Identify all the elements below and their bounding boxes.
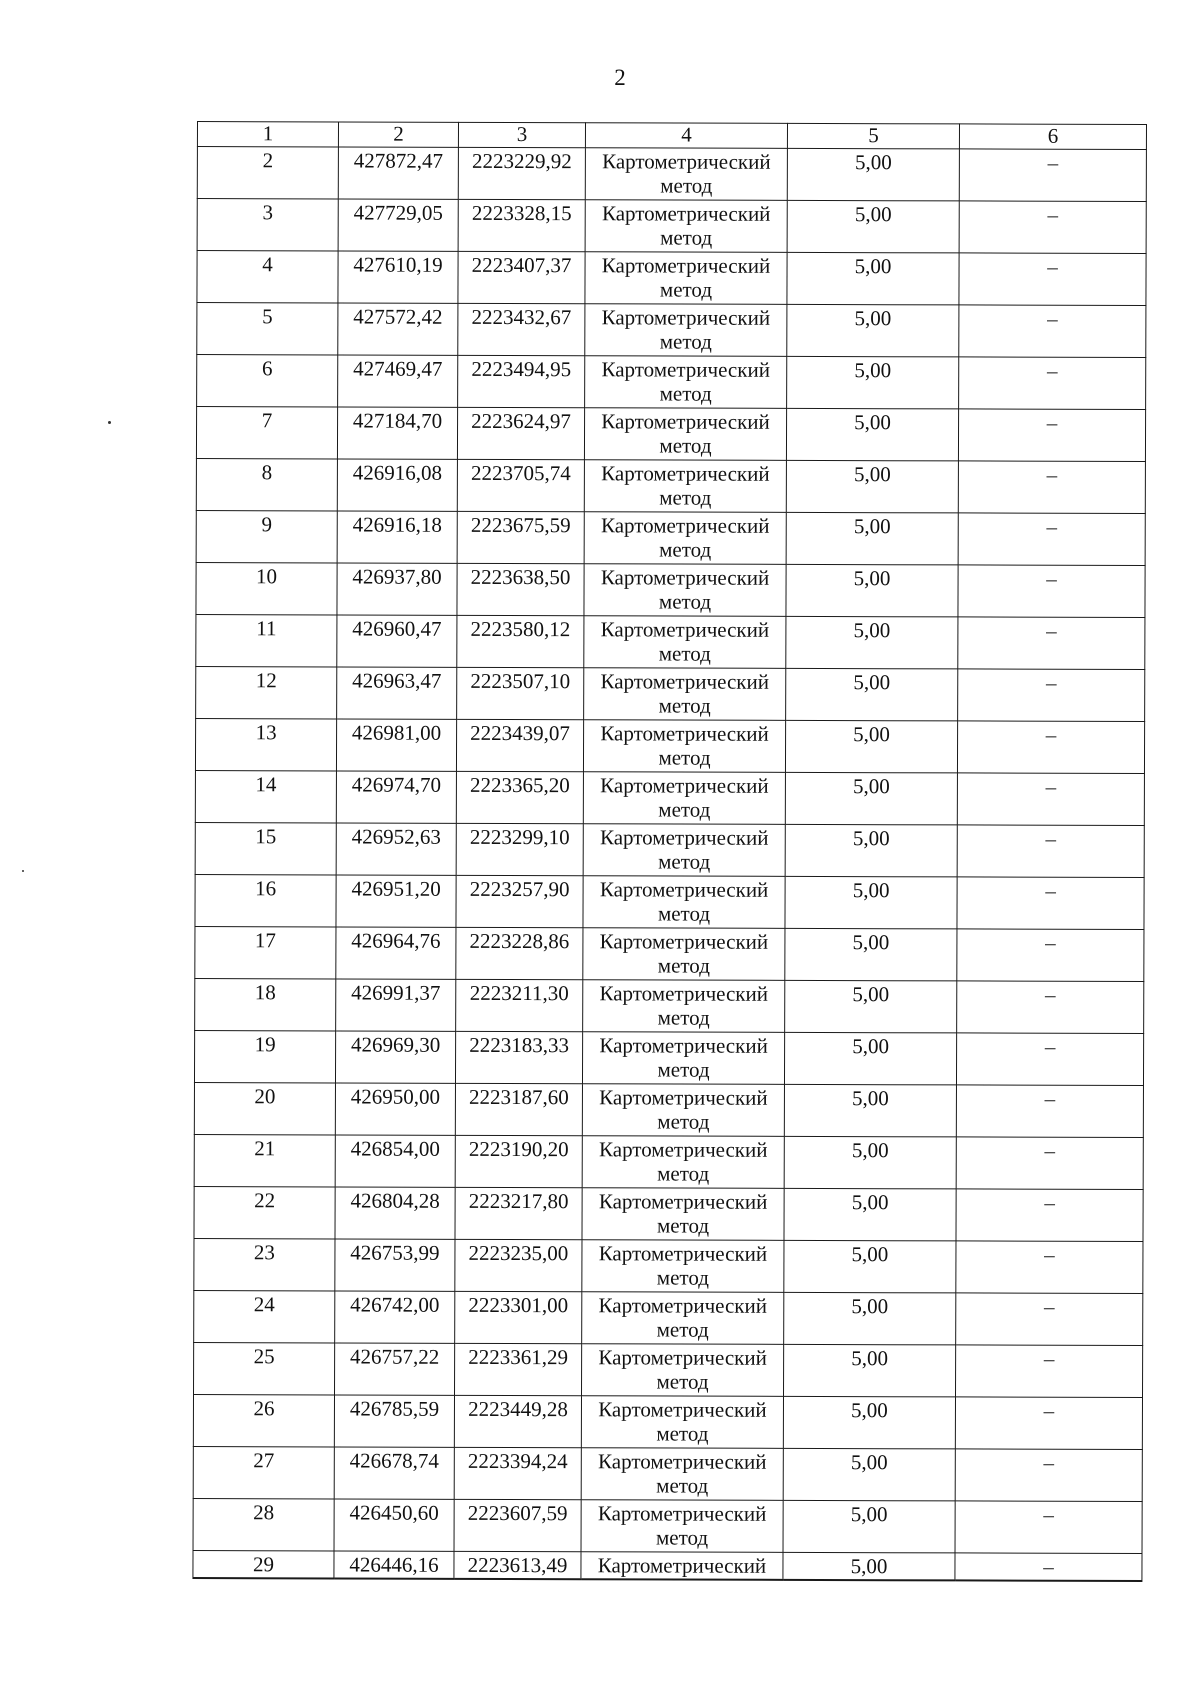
- x-coordinate-cell: 426785,59: [334, 1395, 454, 1447]
- method-text-line-2: метод: [655, 1525, 709, 1550]
- method-text-line-1: Картометрический: [598, 1241, 768, 1266]
- method-text-line-1: Картометрический: [597, 1553, 767, 1578]
- method-cell: [581, 1500, 783, 1553]
- note-cell: –: [959, 149, 1146, 202]
- y-coordinate-cell: 2223432,67: [458, 303, 585, 355]
- table-row: [194, 1031, 1143, 1086]
- method-text-line-1: Картометрический: [599, 1033, 768, 1058]
- y-coordinate-cell: 2223613,49: [454, 1551, 581, 1579]
- method-text-line-1: Картометрический: [600, 773, 769, 798]
- x-coordinate-cell: 427872,47: [338, 147, 458, 199]
- accuracy-cell: 5,00: [785, 928, 957, 981]
- method-text-line-1: Картометрический: [598, 1345, 767, 1370]
- note-cell: –: [956, 1085, 1143, 1138]
- y-coordinate-cell: 2223580,12: [457, 615, 584, 667]
- accuracy-cell: 5,00: [784, 1344, 956, 1397]
- table-row: [195, 719, 1144, 774]
- x-coordinate-cell: 427572,42: [338, 303, 458, 355]
- note-cell: –: [959, 357, 1146, 410]
- note-cell: –: [957, 981, 1144, 1034]
- x-coordinate-cell: 426916,18: [337, 511, 457, 563]
- y-coordinate-cell: 2223235,00: [455, 1239, 582, 1291]
- method-text-line-1: Картометрический: [599, 1085, 768, 1110]
- y-coordinate-cell: 2223257,90: [456, 875, 583, 927]
- header-cell-3: 3: [458, 122, 585, 147]
- method-text-line-1: Картометрический: [599, 981, 769, 1006]
- coordinates-table-wrapper: [192, 121, 1146, 1582]
- x-coordinate-cell: 426742,00: [335, 1291, 455, 1343]
- note-cell: –: [957, 929, 1144, 982]
- y-coordinate-cell: 2223228,86: [456, 927, 583, 979]
- x-coordinate-cell: 426964,76: [336, 927, 456, 979]
- method-text-line-1: Картометрический: [600, 617, 770, 642]
- y-coordinate-cell: 2223449,28: [454, 1395, 581, 1447]
- method-cell: [583, 928, 785, 981]
- method-text-line-1: Картометрический: [599, 877, 769, 902]
- note-cell: –: [955, 1397, 1142, 1450]
- method-cell: [583, 980, 785, 1033]
- header-cell-2: 2: [338, 122, 458, 147]
- x-coordinate-cell: 426854,00: [335, 1135, 455, 1187]
- method-text-line-2: метод: [660, 225, 713, 250]
- accuracy-cell: 5,00: [786, 616, 958, 669]
- table-row: [196, 511, 1145, 566]
- note-cell: –: [958, 409, 1145, 462]
- note-cell: –: [956, 1189, 1143, 1242]
- method-text-line-2: метод: [659, 433, 712, 458]
- y-coordinate-cell: 2223361,29: [455, 1343, 582, 1395]
- scan-speck: [22, 870, 24, 872]
- scan-speck: [108, 421, 111, 424]
- method-cell: [584, 564, 786, 617]
- method-text-line-1: Картометрический: [601, 461, 770, 486]
- method-text-line-2: метод: [658, 589, 712, 614]
- x-coordinate-cell: 427469,47: [338, 355, 458, 407]
- method-cell: [581, 1448, 783, 1501]
- point-number-cell: 12: [196, 667, 337, 719]
- method-text-line-2: метод: [657, 1057, 710, 1082]
- method-text-line-2: метод: [657, 901, 711, 926]
- point-number-cell: 5: [197, 303, 338, 355]
- point-number-cell: 28: [193, 1499, 334, 1551]
- method-text-line-1: Картометрический: [602, 149, 771, 174]
- y-coordinate-cell: 2223624,97: [457, 407, 584, 459]
- accuracy-cell: 5,00: [787, 252, 959, 305]
- table-row: [193, 1395, 1142, 1450]
- table-row: [195, 979, 1144, 1034]
- method-text-line-2: метод: [657, 953, 710, 978]
- table-header-row: [197, 122, 1146, 150]
- point-number-cell: 6: [197, 355, 338, 407]
- method-text-line-2: метод: [656, 1421, 709, 1446]
- note-cell: –: [958, 513, 1145, 566]
- table-row: [195, 875, 1144, 930]
- accuracy-cell: 5,00: [783, 1552, 955, 1580]
- method-text-line-1: Картометрический: [601, 357, 770, 382]
- method-text-line-2: метод: [659, 537, 712, 562]
- method-cell: [582, 1240, 784, 1293]
- x-coordinate-cell: 426952,63: [336, 823, 456, 875]
- method-text-line-1: Картометрический: [600, 565, 770, 590]
- point-number-cell: 24: [194, 1291, 335, 1343]
- point-number-cell: 13: [195, 719, 336, 771]
- method-cell: [583, 824, 785, 877]
- point-number-cell: 10: [196, 563, 337, 615]
- header-cell-1: 1: [197, 122, 338, 147]
- method-text-line-2: метод: [658, 693, 711, 718]
- x-coordinate-cell: 426937,80: [337, 563, 457, 615]
- x-coordinate-cell: 427184,70: [337, 407, 457, 459]
- y-coordinate-cell: 2223217,80: [455, 1187, 582, 1239]
- y-coordinate-cell: 2223494,95: [458, 355, 585, 407]
- y-coordinate-cell: 2223301,00: [455, 1291, 582, 1343]
- accuracy-cell: 5,00: [787, 148, 959, 201]
- method-text-line-2: метод: [656, 1213, 710, 1238]
- table-row: [196, 667, 1145, 722]
- method-cell: [582, 1188, 784, 1241]
- accuracy-cell: 5,00: [785, 720, 957, 773]
- y-coordinate-cell: 2223675,59: [457, 511, 584, 563]
- x-coordinate-cell: 426678,74: [334, 1447, 454, 1499]
- method-text-line-2: метод: [657, 1161, 710, 1186]
- method-cell: [585, 252, 787, 305]
- method-text-line-2: метод: [659, 277, 713, 302]
- accuracy-cell: 5,00: [784, 1136, 956, 1189]
- table-row: [195, 927, 1144, 982]
- table-row: [193, 1551, 1142, 1581]
- x-coordinate-cell: 427729,05: [338, 199, 458, 251]
- table-row: [197, 251, 1146, 306]
- method-text-line-1: Картометрический: [601, 201, 771, 226]
- accuracy-cell: 5,00: [784, 1188, 956, 1241]
- point-number-cell: 15: [195, 823, 336, 875]
- method-cell: [585, 304, 787, 357]
- point-number-cell: 4: [197, 251, 338, 303]
- point-number-cell: 9: [196, 511, 337, 563]
- accuracy-cell: 5,00: [787, 356, 959, 409]
- point-number-cell: 29: [193, 1551, 334, 1579]
- method-cell: [582, 1136, 784, 1189]
- point-number-cell: 17: [195, 927, 336, 979]
- accuracy-cell: 5,00: [784, 1084, 956, 1137]
- method-cell: [584, 668, 786, 721]
- y-coordinate-cell: 2223190,20: [455, 1135, 582, 1187]
- method-cell: [584, 408, 786, 461]
- accuracy-cell: 5,00: [785, 876, 957, 929]
- table-row: [194, 1291, 1143, 1346]
- page-number: 2: [614, 65, 626, 90]
- x-coordinate-cell: 426950,00: [335, 1083, 455, 1135]
- table-row: [194, 1239, 1143, 1294]
- method-text-line-1: Картометрический: [600, 721, 769, 746]
- header-cell-6: 6: [959, 124, 1146, 150]
- table-body: [193, 122, 1147, 1581]
- point-number-cell: 8: [196, 459, 337, 511]
- point-number-cell: 25: [194, 1343, 335, 1395]
- method-cell: [584, 616, 786, 669]
- point-number-cell: 22: [194, 1187, 335, 1239]
- point-number-cell: 16: [195, 875, 336, 927]
- method-cell: [583, 772, 785, 825]
- note-cell: –: [959, 305, 1146, 358]
- x-coordinate-cell: 426991,37: [336, 979, 456, 1031]
- x-coordinate-cell: 426757,22: [335, 1343, 455, 1395]
- point-number-cell: 27: [193, 1447, 334, 1499]
- x-coordinate-cell: 426753,99: [335, 1239, 455, 1291]
- point-number-cell: 11: [196, 615, 337, 667]
- method-text-line-2: метод: [656, 1473, 709, 1498]
- method-text-line-2: метод: [658, 745, 711, 770]
- y-coordinate-cell: 2223365,20: [456, 771, 583, 823]
- accuracy-cell: 5,00: [786, 668, 958, 721]
- note-cell: –: [955, 1449, 1142, 1502]
- table-row: [197, 199, 1146, 254]
- coordinates-table: [192, 121, 1147, 1582]
- method-cell: [585, 148, 787, 201]
- note-cell: –: [958, 669, 1145, 722]
- accuracy-cell: 5,00: [787, 200, 959, 253]
- note-cell: –: [956, 1345, 1143, 1398]
- y-coordinate-cell: 2223328,15: [458, 199, 585, 251]
- method-cell: [583, 720, 785, 773]
- accuracy-cell: 5,00: [785, 824, 957, 877]
- x-coordinate-cell: 427610,19: [338, 251, 458, 303]
- y-coordinate-cell: 2223299,10: [456, 823, 583, 875]
- method-cell: [583, 876, 785, 929]
- note-cell: –: [957, 773, 1144, 826]
- accuracy-cell: 5,00: [786, 460, 958, 513]
- note-cell: –: [959, 253, 1146, 306]
- method-text-line-2: метод: [657, 1005, 710, 1030]
- method-cell: [585, 200, 787, 253]
- accuracy-cell: 5,00: [784, 1292, 956, 1345]
- method-text-line-1: Картометрический: [601, 305, 771, 330]
- point-number-cell: 2: [197, 147, 338, 199]
- y-coordinate-cell: 2223607,59: [454, 1499, 581, 1551]
- y-coordinate-cell: 2223394,24: [454, 1447, 581, 1499]
- method-text-line-2: метод: [658, 849, 711, 874]
- accuracy-cell: 5,00: [787, 304, 959, 357]
- method-text-line-2: метод: [659, 381, 712, 406]
- header-cell-4: 4: [585, 123, 787, 149]
- method-text-line-1: Картометрический: [599, 929, 769, 954]
- method-text-line-2: метод: [659, 329, 712, 354]
- table-row: [197, 147, 1146, 202]
- y-coordinate-cell: 2223229,92: [458, 147, 585, 199]
- method-cell: [582, 1032, 784, 1085]
- method-text-line-2: метод: [658, 641, 711, 666]
- note-cell: –: [958, 565, 1145, 618]
- table-row: [195, 823, 1144, 878]
- table-row: [194, 1343, 1143, 1398]
- point-number-cell: 14: [195, 771, 336, 823]
- table-row: [195, 771, 1144, 826]
- x-coordinate-cell: 426446,16: [334, 1551, 454, 1579]
- method-text-line-2: метод: [658, 797, 711, 822]
- y-coordinate-cell: 2223439,07: [456, 719, 583, 771]
- method-text-line-1: Картометрический: [598, 1449, 767, 1474]
- table-row: [196, 459, 1145, 514]
- x-coordinate-cell: 426969,30: [335, 1031, 455, 1083]
- note-cell: –: [956, 1241, 1143, 1294]
- note-cell: –: [957, 877, 1144, 930]
- accuracy-cell: 5,00: [785, 980, 957, 1033]
- point-number-cell: 18: [195, 979, 336, 1031]
- accuracy-cell: 5,00: [786, 512, 958, 565]
- note-cell: –: [959, 201, 1146, 254]
- point-number-cell: 20: [194, 1083, 335, 1135]
- note-cell: –: [956, 1137, 1143, 1190]
- accuracy-cell: 5,00: [784, 1032, 956, 1085]
- table-row: [193, 1499, 1142, 1554]
- note-cell: –: [956, 1033, 1143, 1086]
- note-cell: –: [956, 1293, 1143, 1346]
- note-cell: –: [955, 1553, 1142, 1581]
- method-cell: [581, 1396, 783, 1449]
- method-text-line-1: Картометрический: [598, 1189, 768, 1214]
- table-row: [194, 1083, 1143, 1138]
- note-cell: –: [958, 461, 1145, 514]
- method-text-line-1: Картометрический: [601, 253, 771, 278]
- note-cell: –: [955, 1501, 1142, 1554]
- y-coordinate-cell: 2223211,30: [456, 979, 583, 1031]
- method-cell: [584, 460, 786, 513]
- method-text-line-2: метод: [659, 485, 712, 510]
- table-row: [194, 1135, 1143, 1190]
- point-number-cell: 23: [194, 1239, 335, 1291]
- point-number-cell: 21: [194, 1135, 335, 1187]
- accuracy-cell: 5,00: [783, 1396, 955, 1449]
- y-coordinate-cell: 2223705,74: [457, 459, 584, 511]
- x-coordinate-cell: 426450,60: [334, 1499, 454, 1551]
- method-text-line-2: метод: [656, 1265, 709, 1290]
- y-coordinate-cell: 2223638,50: [457, 563, 584, 615]
- note-cell: –: [958, 617, 1145, 670]
- method-text-line-1: Картометрический: [598, 1293, 768, 1318]
- table-row: [193, 1447, 1142, 1502]
- method-text-line-1: Картометрический: [599, 825, 769, 850]
- method-text-line-1: Картометрический: [600, 513, 770, 538]
- method-text-line-2: метод: [656, 1317, 709, 1342]
- method-cell: [582, 1292, 784, 1345]
- table-row: [197, 303, 1146, 358]
- method-text-line-1: Картометрический: [597, 1501, 767, 1526]
- method-cell: [585, 356, 787, 409]
- x-coordinate-cell: 426951,20: [336, 875, 456, 927]
- x-coordinate-cell: 426963,47: [337, 667, 457, 719]
- x-coordinate-cell: 426916,08: [337, 459, 457, 511]
- accuracy-cell: 5,00: [786, 408, 958, 461]
- x-coordinate-cell: 426804,28: [335, 1187, 455, 1239]
- accuracy-cell: 5,00: [785, 772, 957, 825]
- note-cell: –: [957, 721, 1144, 774]
- point-number-cell: 19: [194, 1031, 335, 1083]
- method-text-line-2: метод: [657, 1109, 710, 1134]
- method-text-line-1: Картометрический: [598, 1397, 767, 1422]
- x-coordinate-cell: 426960,47: [337, 615, 457, 667]
- point-number-cell: 26: [193, 1395, 334, 1447]
- table-row: [196, 407, 1145, 462]
- table-row: [196, 563, 1145, 618]
- accuracy-cell: 5,00: [783, 1500, 955, 1553]
- method-text-line-2: метод: [660, 173, 713, 198]
- method-text-line-1: Картометрический: [599, 1137, 768, 1162]
- y-coordinate-cell: 2223507,10: [457, 667, 584, 719]
- method-text-line-1: Картометрический: [601, 409, 770, 434]
- method-text-line-2: метод: [656, 1369, 709, 1394]
- note-cell: –: [957, 825, 1144, 878]
- y-coordinate-cell: 2223187,60: [455, 1083, 582, 1135]
- accuracy-cell: 5,00: [783, 1448, 955, 1501]
- point-number-cell: 3: [197, 199, 338, 251]
- method-cell: [581, 1552, 783, 1580]
- header-cell-5: 5: [787, 123, 959, 149]
- table-row: [197, 355, 1146, 410]
- method-cell: [584, 512, 786, 565]
- accuracy-cell: 5,00: [786, 564, 958, 617]
- method-cell: [582, 1344, 784, 1397]
- point-number-cell: 7: [196, 407, 337, 459]
- accuracy-cell: 5,00: [784, 1240, 956, 1293]
- y-coordinate-cell: 2223407,37: [458, 251, 585, 303]
- x-coordinate-cell: 426981,00: [336, 719, 456, 771]
- y-coordinate-cell: 2223183,33: [455, 1031, 582, 1083]
- x-coordinate-cell: 426974,70: [336, 771, 456, 823]
- table-row: [194, 1187, 1143, 1242]
- method-text-line-1: Картометрический: [600, 669, 770, 694]
- method-cell: [582, 1084, 784, 1137]
- table-row: [196, 615, 1145, 670]
